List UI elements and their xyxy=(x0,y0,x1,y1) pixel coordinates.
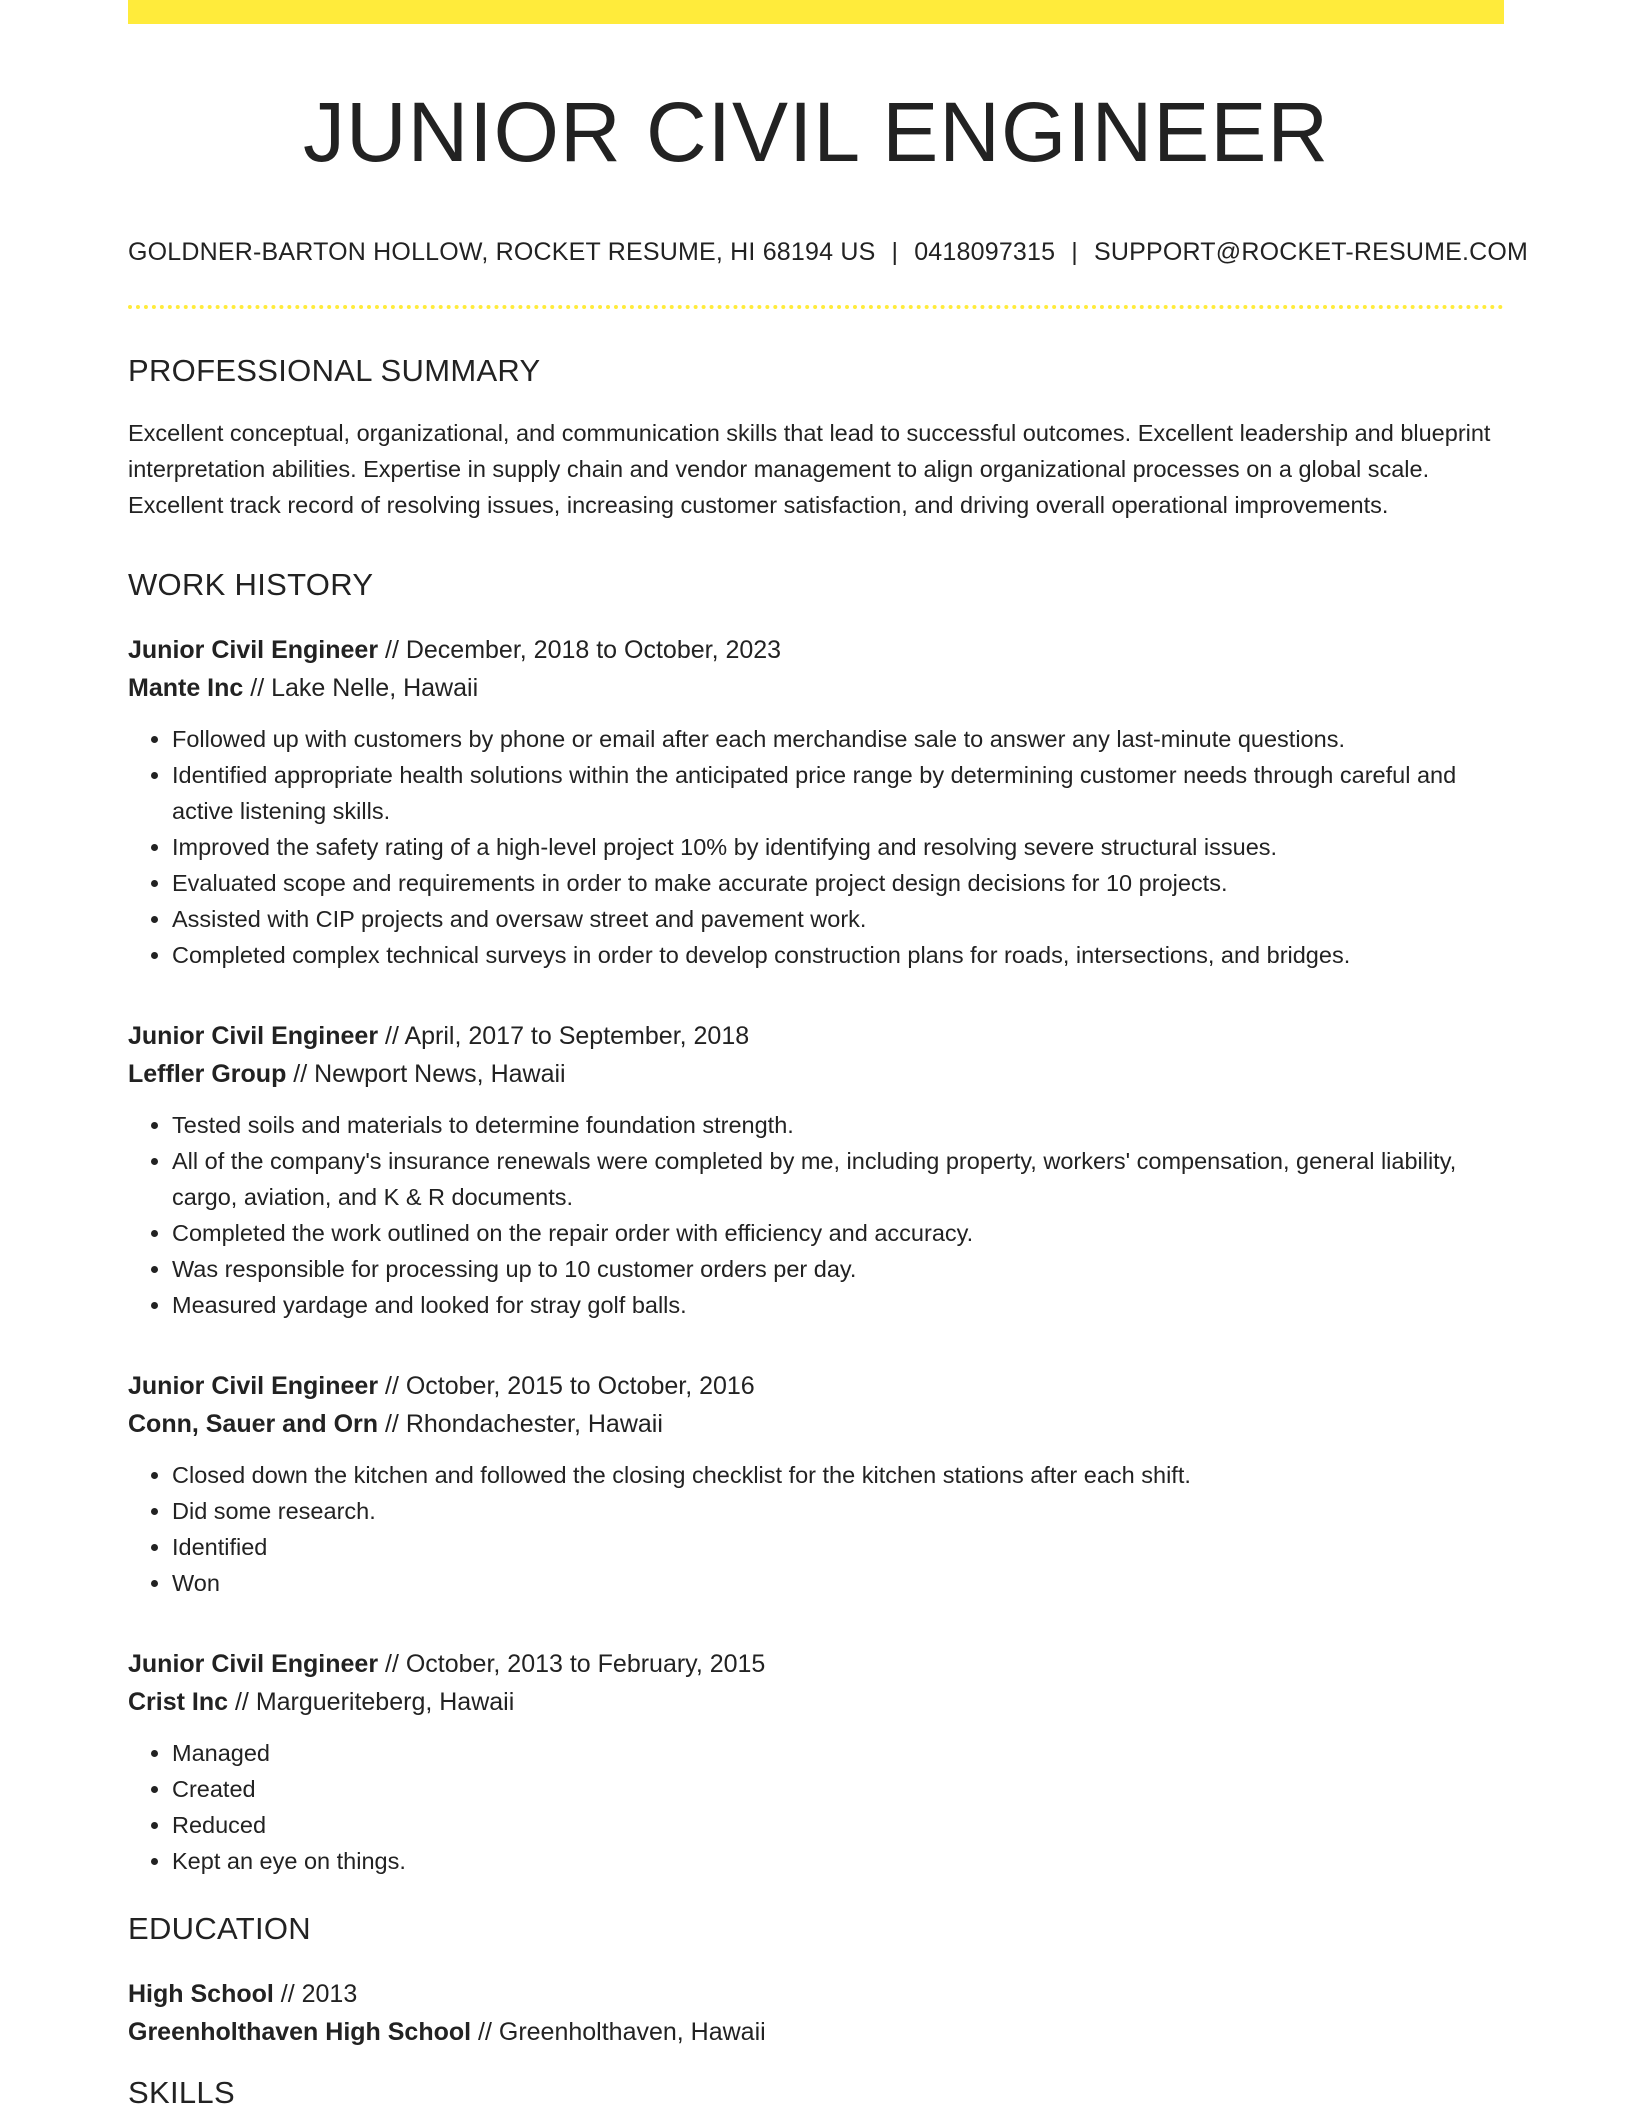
job-dates: // April, 2017 to September, 2018 xyxy=(378,1022,750,1051)
job-title: Junior Civil Engineer xyxy=(128,1022,379,1051)
job-company-line xyxy=(128,1405,1504,1443)
job-location: // Rhondachester, Hawaii xyxy=(378,1410,663,1439)
resume-page xyxy=(128,0,1529,2111)
job-company: Crist Inc xyxy=(128,1688,229,1717)
job-title-line xyxy=(128,1367,1504,1405)
job-bullets xyxy=(128,721,1504,973)
contact-address: GOLDNER-BARTON HOLLOW, ROCKET RESUME, HI 68194 US xyxy=(128,238,876,267)
contact-separator: | xyxy=(1071,238,1078,267)
education-school-line xyxy=(128,2013,1504,2051)
accent-top-bar xyxy=(128,0,1504,24)
list-item: • Tested soils and materials to determine foundation strength. xyxy=(172,1107,1504,1143)
job-title: Junior Civil Engineer xyxy=(128,636,379,665)
contact-email: SUPPORT@ROCKET-RESUME.COM xyxy=(1093,238,1529,267)
job-entry xyxy=(128,1367,1504,1601)
dotted-divider xyxy=(128,305,1504,309)
list-item: • Evaluated scope and requirements in order to make accurate project design decisions for 10 projects. xyxy=(172,865,1504,901)
contact-separator: | xyxy=(891,238,899,267)
job-title: Junior Civil Engineer xyxy=(128,1650,379,1679)
list-item: • All of the company's insurance renewals were completed by me, including property, workers' compensation, general liability, cargo, aviation, and K & R documents. xyxy=(172,1143,1504,1215)
job-entry xyxy=(128,631,1504,973)
skills-heading: SKILLS xyxy=(128,2075,235,2111)
job-bullets xyxy=(128,1735,1504,1879)
job-dates: // October, 2015 to October, 2016 xyxy=(378,1372,755,1401)
summary-text: Excellent conceptual, organizational, and communication skills that lead to successful outcomes. Excellent leadership and blueprint interpretation abilities. Expertise in supply chain and vendor management to align organizational processes on a global scale. Excellent track record of resolving issues, increasing customer satisfaction, and driving overall operational improvements. xyxy=(128,420,1491,519)
job-company-line xyxy=(128,669,1504,707)
list-item: • Identified xyxy=(172,1529,1504,1565)
education-degree-line xyxy=(128,1975,1504,2013)
education-entry xyxy=(128,1975,1504,2051)
list-item: • Measured yardage and looked for stray golf balls. xyxy=(172,1287,1504,1323)
job-company-line xyxy=(128,1055,1504,1093)
list-item: • Kept an eye on things. xyxy=(172,1843,1504,1879)
education-year: // 2013 xyxy=(273,1980,358,2009)
contact-phone: 0418097315 xyxy=(914,238,1056,267)
list-item: • Did some research. xyxy=(172,1493,1504,1529)
list-item: • Won xyxy=(172,1565,1504,1601)
list-item: • Followed up with customers by phone or email after each merchandise sale to answer any last-minute questions. xyxy=(172,721,1504,757)
job-dates: // December, 2018 to October, 2023 xyxy=(378,636,782,665)
list-item: • Completed complex technical surveys in order to develop construction plans for roads, intersections, and bridges. xyxy=(172,937,1504,973)
list-item: • Was responsible for processing up to 10 customer orders per day. xyxy=(172,1251,1504,1287)
list-item: • Created xyxy=(172,1771,1504,1807)
job-title-line xyxy=(128,631,1504,669)
job-entry xyxy=(128,1017,1504,1323)
list-item: • Identified appropriate health solutions within the anticipated price range by determining customer needs through careful and active listening skills. xyxy=(172,757,1504,829)
job-company: Leffler Group xyxy=(128,1060,287,1089)
job-company: Conn, Sauer and Orn xyxy=(128,1410,379,1439)
job-bullets xyxy=(128,1457,1504,1601)
list-item: • Closed down the kitchen and followed the closing checklist for the kitchen stations after each shift. xyxy=(172,1457,1504,1493)
job-company: Mante Inc xyxy=(128,674,244,703)
resume-title: JUNIOR CIVIL ENGINEER xyxy=(302,85,1330,179)
summary-heading: PROFESSIONAL SUMMARY xyxy=(128,353,541,389)
contact-line xyxy=(128,238,1529,267)
education-heading: EDUCATION xyxy=(128,1911,311,1947)
list-item: • Completed the work outlined on the repair order with efficiency and accuracy. xyxy=(172,1215,1504,1251)
education-degree: High School xyxy=(128,1980,274,2009)
job-title: Junior Civil Engineer xyxy=(128,1372,379,1401)
job-title-line xyxy=(128,1017,1504,1055)
job-entry xyxy=(128,1645,1504,1879)
work-history-heading: WORK HISTORY xyxy=(128,567,374,603)
job-company-line xyxy=(128,1683,1504,1721)
job-bullets xyxy=(128,1107,1504,1323)
job-dates: // October, 2013 to February, 2015 xyxy=(378,1650,766,1679)
job-location: // Margueriteberg, Hawaii xyxy=(228,1688,515,1717)
job-title-line xyxy=(128,1645,1504,1683)
education-location: // Greenholthaven, Hawaii xyxy=(471,2018,766,2047)
education-school: Greenholthaven High School xyxy=(128,2018,472,2047)
job-location: // Lake Nelle, Hawaii xyxy=(243,674,479,703)
list-item: • Managed xyxy=(172,1735,1504,1771)
list-item: • Assisted with CIP projects and oversaw street and pavement work. xyxy=(172,901,1504,937)
job-location: // Newport News, Hawaii xyxy=(286,1060,566,1089)
list-item: • Improved the safety rating of a high-level project 10% by identifying and resolving severe structural issues. xyxy=(172,829,1504,865)
list-item: • Reduced xyxy=(172,1807,1504,1843)
